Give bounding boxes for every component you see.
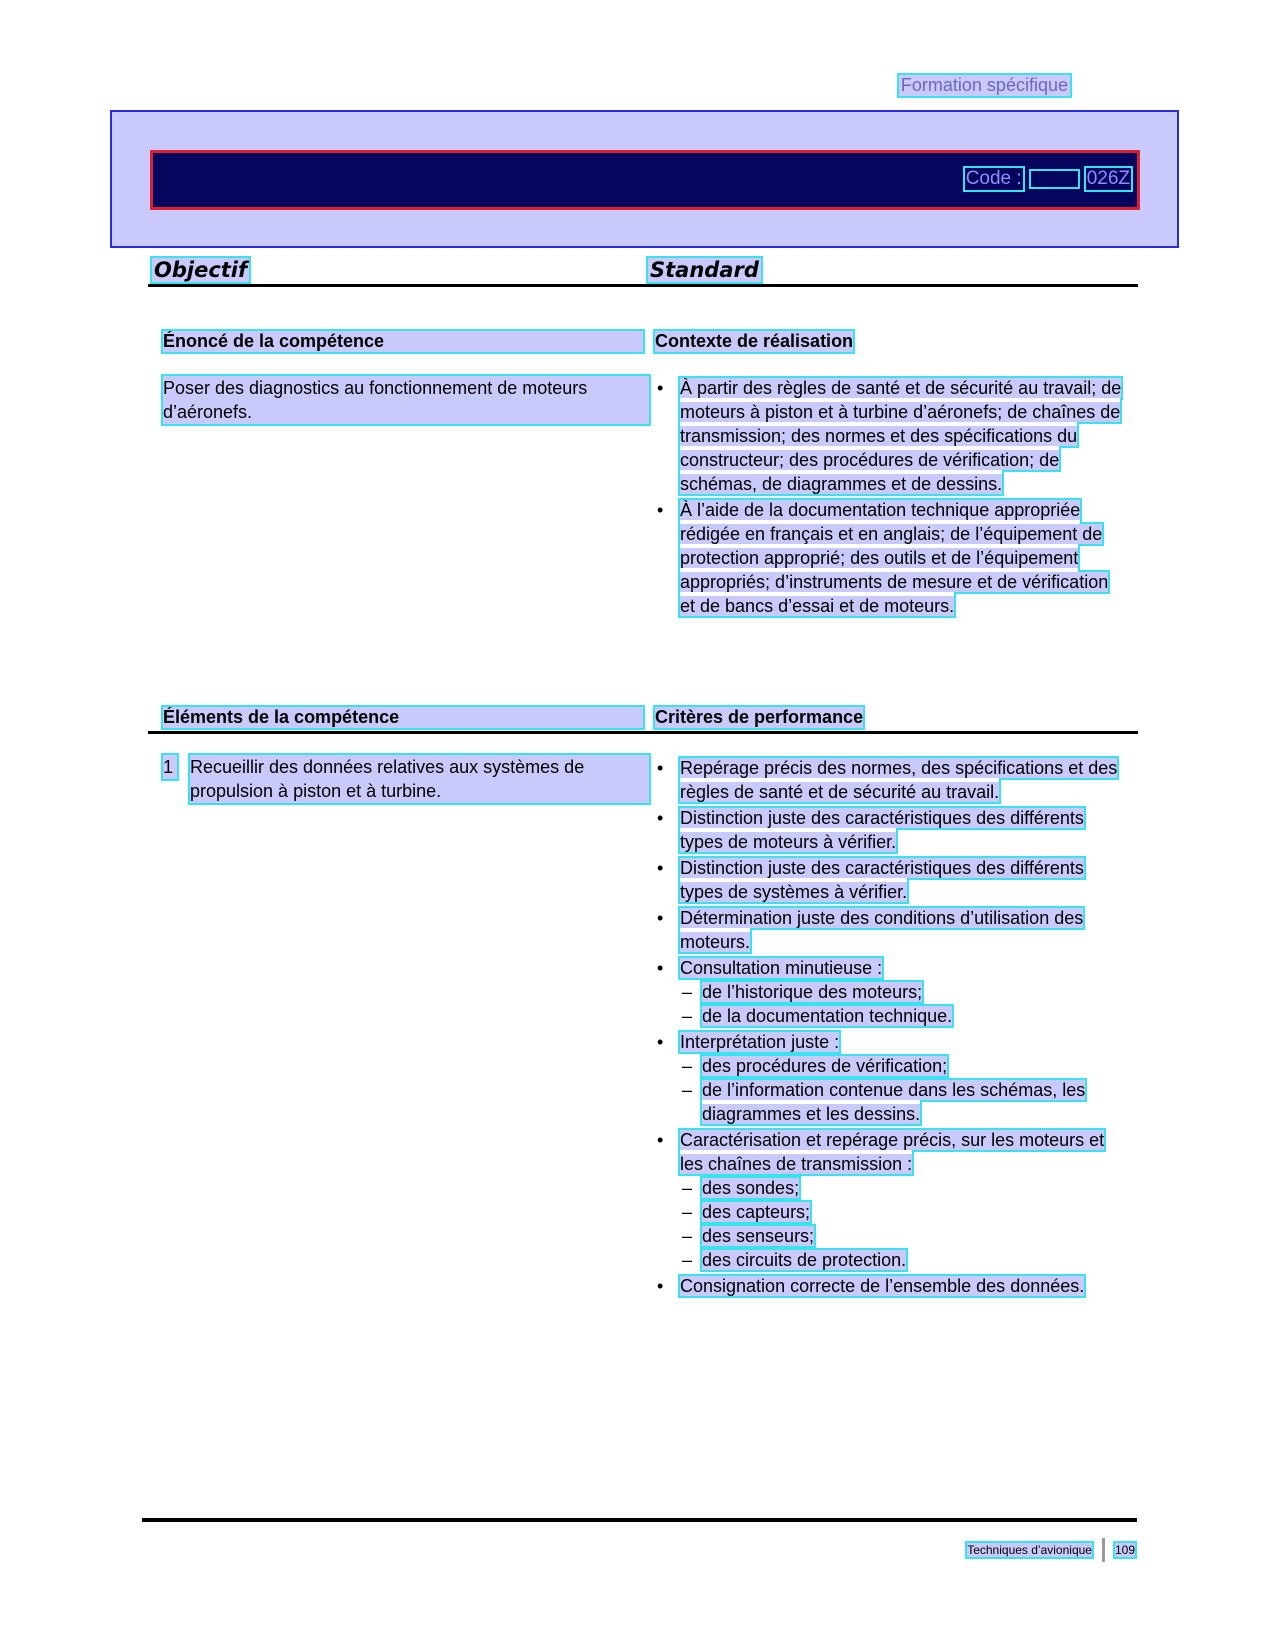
element-text: Recueillir des données relatives aux systèmes de propulsion à piston et à turbine. <box>190 755 649 803</box>
contexte-item: • À l’aide de la documentation technique appropriée rédigée en français et en anglais; de l’équipement de protection approprié; des outils et de l’équipement appropriés; d’instruments de mesure et de vérification et de bancs d’essai et de moteurs. <box>655 498 1125 618</box>
running-header: Formation spécifique <box>900 75 1068 95</box>
footer-rule <box>142 1518 1137 1522</box>
critere-item: • Consultation minutieuse : – de l’historique des moteurs; – de la documentation technique. <box>655 956 1125 1028</box>
banner-bar <box>150 150 1140 210</box>
element-item <box>163 755 649 803</box>
critere-subitem: – des procédures de vérification; <box>680 1054 1125 1078</box>
contexte-item: • À partir des règles de santé et de sécurité au travail; de moteurs à piston et à turbine d’aéronefs; de chaînes de transmission; des normes et des spécifications du constructeur; des procédures de vérification; de schémas, de diagrammes et de dessins. <box>655 376 1125 496</box>
critere-item: • Caractérisation et repérage précis, sur les moteurs et les chaînes de transmission : – des sondes; – des capteurs; – des senseurs; – des circuits de protection. <box>655 1128 1125 1272</box>
footer-separator <box>1102 1538 1105 1562</box>
competency-code <box>965 168 1131 190</box>
contexte-list <box>655 376 1125 620</box>
critere-item: • Repérage précis des normes, des spécifications et des règles de santé et de sécurité au travail. <box>655 756 1125 804</box>
enonce-heading: Énoncé de la compétence <box>163 331 643 352</box>
critere-item: • Détermination juste des conditions d’utilisation des moteurs. <box>655 906 1125 954</box>
critere-item: • Distinction juste des caractéristiques des différents types de systèmes à vérifier. <box>655 856 1125 904</box>
page-footer <box>967 1538 1135 1562</box>
code-spacer <box>1031 171 1078 187</box>
section-rule <box>148 731 1138 734</box>
critere-item: • Consignation correcte de l’ensemble des données. <box>655 1274 1125 1298</box>
critere-item: • Distinction juste des caractéristiques des différents types de moteurs à vérifier. <box>655 806 1125 854</box>
code-value: 026Z <box>1086 168 1130 189</box>
critere-subitem: – de l’information contenue dans les schémas, les diagrammes et les dessins. <box>680 1078 1125 1126</box>
elements-heading: Éléments de la compétence <box>163 707 643 728</box>
standard-title: Standard <box>650 258 759 282</box>
objectif-title: Objectif <box>154 258 248 282</box>
criteres-list <box>655 756 1125 1300</box>
competency-banner <box>110 110 1179 248</box>
critere-subitem: – des circuits de protection. <box>680 1248 1125 1272</box>
code-label: Code : <box>965 168 1022 189</box>
critere-subitem: – des capteurs; <box>680 1200 1125 1224</box>
title-rule <box>148 284 1138 287</box>
footer-program: Techniques d’avionique <box>967 1543 1092 1557</box>
page-number: 109 <box>1114 1543 1135 1557</box>
critere-subitem: – de l’historique des moteurs; <box>680 980 1125 1004</box>
enonce-text: Poser des diagnostics au fonctionnement de moteurs d’aéronefs. <box>163 376 649 424</box>
critere-subitem: – de la documentation technique. <box>680 1004 1125 1028</box>
critere-subitem: – des senseurs; <box>680 1224 1125 1248</box>
contexte-heading: Contexte de réalisation <box>655 331 854 351</box>
criteres-heading: Critères de performance <box>655 707 864 727</box>
element-number: 1 <box>163 755 177 779</box>
critere-item: • Interprétation juste : – des procédures de vérification; – de l’information contenue dans les schémas, les diagrammes et les dessins. <box>655 1030 1125 1126</box>
critere-subitem: – des sondes; <box>680 1176 1125 1200</box>
